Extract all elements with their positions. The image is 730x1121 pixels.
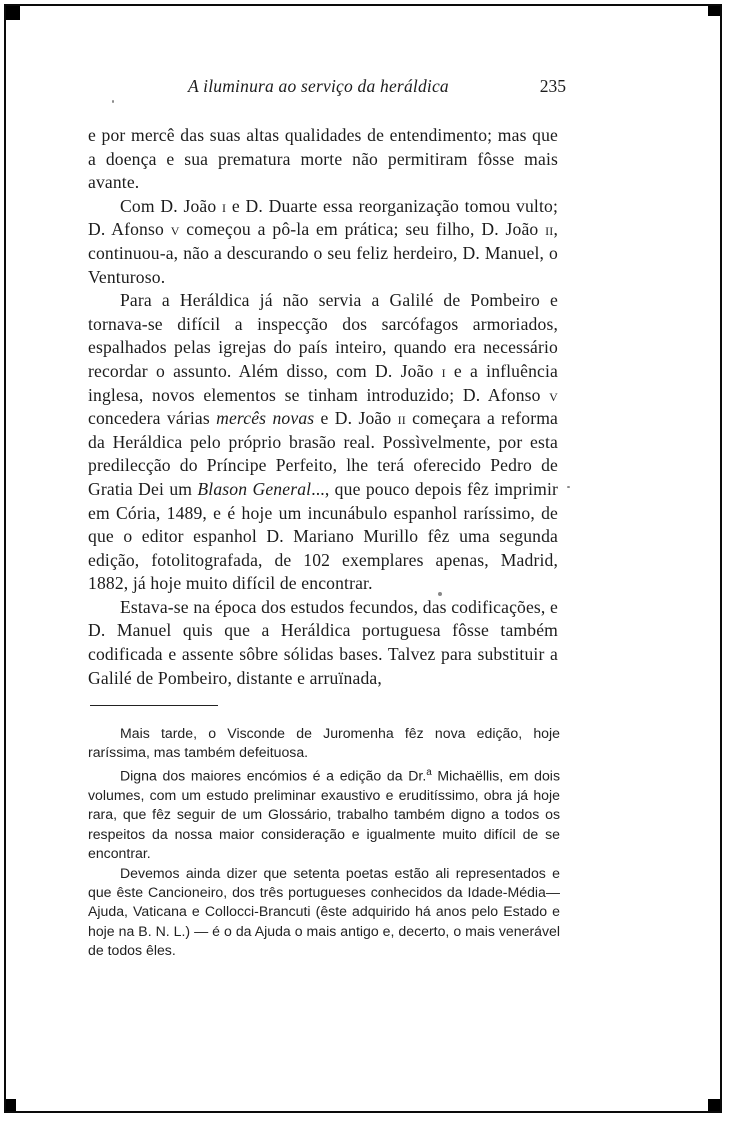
- text-run: Digna dos maiores encómios é a edição da Dr.: [120, 767, 427, 784]
- text-run: e a influência inglesa, novos elementos se tinham introduzido; D. Afonso: [88, 360, 558, 405]
- roman-numeral: v: [170, 219, 180, 240]
- text-run: começara a reforma da Heráldica pelo próprio brasão real. Possìvelmente, por esta predilecção do Príncipe Perfeito, lhe terá oferecido Pedro de Gratia Dei um: [88, 408, 558, 499]
- main-text: [88, 124, 558, 690]
- italic-text: mercês novas: [216, 408, 315, 429]
- body-paragraph: [88, 596, 558, 690]
- running-header: [88, 76, 566, 102]
- text-run: Devemos ainda dizer que setenta poetas estão ali representados e que êste Cancioneiro, dos três portugueses conhecidos da Idade-Média—Ajuda, Vaticana e Collocci-Brancuti (êste adquirido há anos pelo Estado e hoje na B. N. L.) — é o da Ajuda o mais antigo e, decerto, o mais venerável de todos êles.: [88, 864, 560, 959]
- body-paragraph: [88, 195, 558, 289]
- text-run: concedera várias: [88, 408, 217, 429]
- roman-numeral: ii: [545, 219, 554, 240]
- scan-corner-mark: [708, 1099, 720, 1111]
- text-run: e D. Duarte essa reorganização tomou vulto; D. Afonso: [88, 195, 558, 240]
- scan-corner-mark: [708, 6, 720, 16]
- footnote-paragraph: [88, 864, 560, 961]
- text-run: e D. João: [314, 408, 398, 429]
- scan-speck: [438, 592, 442, 596]
- footnote-paragraph: [88, 724, 560, 763]
- text-run: Mais tarde, o Visconde de Juromenha fêz nova edição, hoje raríssima, mas também defeituosa.: [88, 725, 560, 761]
- text-run: Estava-se na época dos estudos fecundos, das codificações, e D. Manuel quis que a Heráldica portuguesa fôsse também codificada e assente sôbre sólidas bases. Talvez para substituir a Galilé de Pombeiro, distante e arruïnada,: [88, 596, 558, 688]
- scan-speck: [112, 100, 114, 103]
- roman-numeral: v: [549, 384, 558, 405]
- roman-numeral: i: [222, 195, 227, 216]
- footnotes: [88, 724, 560, 961]
- body-paragraph: [88, 124, 558, 195]
- text-run: e por mercê das suas altas qualidades de entendimento; mas que a doença e sua prematura morte não permitiram fôsse mais avante.: [88, 125, 558, 193]
- text-run: começou a pô-la em prática; seu filho, D. João: [179, 219, 546, 240]
- roman-numeral: i: [441, 360, 446, 381]
- text-run: Com D. João: [120, 195, 222, 216]
- italic-text: Blason General: [197, 478, 312, 499]
- roman-numeral: ii: [397, 408, 406, 429]
- body-paragraph: [88, 289, 558, 596]
- running-title: A iluminura ao serviço da heráldica: [188, 76, 449, 96]
- page-number: 235: [539, 76, 566, 96]
- text-run: Michaëllis, em dois volumes, com um estudo preliminar exaustivo e eruditíssimo, obra já hoje rara, que fêz seguir de um Glossário, trabalho também digno a todos os respeitos da nossa maior consideração e igualmente muito difícil de se encontrar.: [88, 767, 560, 862]
- text-run: , continuou-a, não a descurando o seu feliz herdeiro, D. Manuel, o Venturoso.: [88, 219, 559, 287]
- text-run: ..., que pouco depois fêz imprimir em Cória, 1489, e é hoje um incunábulo espanhol raríssimo, de que o editor espanhol D. Mariano Murillo fêz uma segunda edição, fotolitografada, de 102 exemplares apenas, Madrid, 1882, já hoje muito difícil de encontrar.: [88, 478, 558, 594]
- footnote-paragraph: [88, 763, 560, 864]
- footnote-divider: [90, 705, 218, 706]
- scan-corner-mark: [6, 6, 20, 20]
- scan-corner-mark: [6, 1099, 16, 1111]
- superscript-text: a: [426, 766, 432, 778]
- text-run: Para a Heráldica já não servia a Galilé de Pombeiro e tornava-se difícil a inspecção dos sarcófagos armoriados, espalhados pelas igrejas do país inteiro, quando era necessário recordar o assunto. Além disso, com D. João: [88, 290, 558, 381]
- scan-speck: [567, 486, 570, 488]
